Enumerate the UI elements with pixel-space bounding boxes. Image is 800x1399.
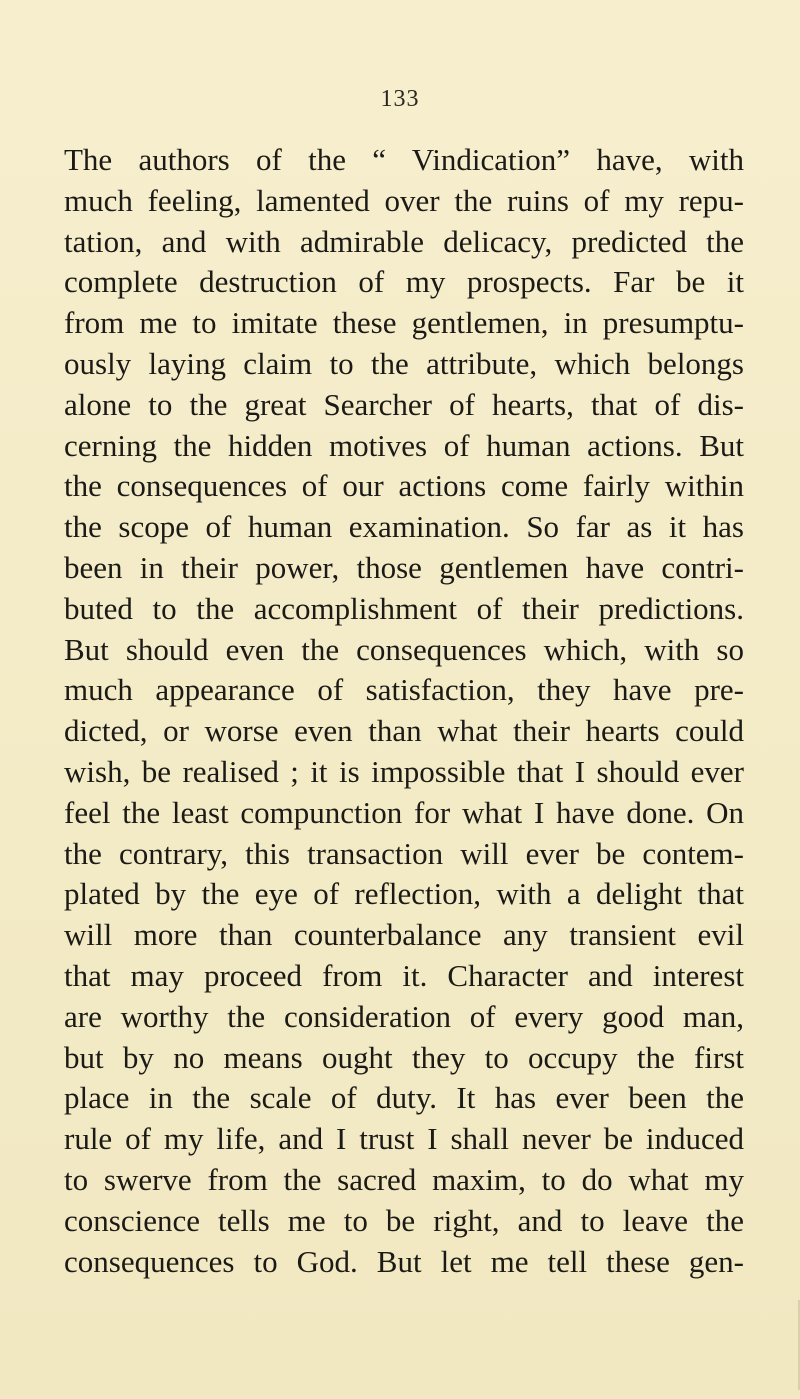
body-text — [64, 140, 744, 1282]
text-line: feel the least compunction for what I have done. On — [64, 794, 744, 830]
text-line: plated by the eye of reflection, with a delight that — [64, 876, 744, 912]
text-line: but by no means ought they to occupy the first — [64, 1039, 744, 1075]
text-line: cerning the hidden motives of human actions. But — [64, 427, 744, 463]
text-line: are worthy the consideration of every good man, — [64, 998, 744, 1034]
page-number: 133 — [380, 86, 420, 112]
text-line: that may proceed from it. Character and interest — [64, 957, 744, 993]
text-line: buted to the accomplishment of their predictions. — [64, 590, 744, 626]
text-line: to swerve from the sacred maxim, to do what my — [64, 1161, 744, 1197]
text-line: tation, and with admirable delicacy, predicted the — [64, 223, 744, 259]
text-line: conscience tells me to be right, and to leave the — [64, 1202, 744, 1238]
text-line: ously laying claim to the attribute, which belongs — [64, 345, 744, 381]
text-line: consequences to God. But let me tell these gen- — [64, 1243, 744, 1279]
text-line: alone to the great Searcher of hearts, that of dis- — [64, 386, 744, 422]
text-line: will more than counterbalance any transient evil — [64, 917, 744, 953]
text-line: from me to imitate these gentlemen, in presumptu- — [64, 305, 744, 341]
text-line: the consequences of our actions come fairly within — [64, 468, 744, 504]
text-line: much appearance of satisfaction, they have pre- — [64, 672, 744, 708]
text-line: rule of my life, and I trust I shall never be induced — [64, 1121, 744, 1157]
text-line: the scope of human examination. So far as it has — [64, 509, 744, 545]
text-line: much feeling, lamented over the ruins of my repu- — [64, 182, 744, 218]
text-line: complete destruction of my prospects. Far be it — [64, 264, 744, 300]
text-line: But should even the consequences which, with so — [64, 631, 744, 667]
text-line: place in the scale of duty. It has ever been the — [64, 1080, 744, 1116]
text-line: the contrary, this transaction will ever be contem- — [64, 835, 744, 871]
text-line: been in their power, those gentlemen have contri- — [64, 549, 744, 585]
text-line: The authors of the “ Vindication” have, with — [64, 142, 744, 177]
text-line: dicted, or worse even than what their hearts could — [64, 713, 744, 749]
text-line: wish, be realised ; it is impossible that I should ever — [64, 753, 744, 789]
